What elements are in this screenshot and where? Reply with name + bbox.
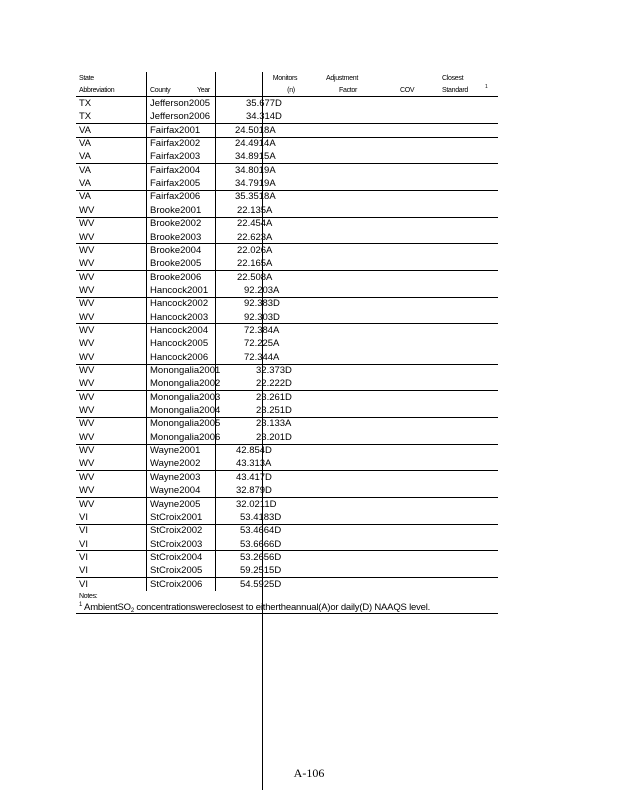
cell-state: WV (79, 298, 95, 310)
cell-county-name: Hancock (150, 311, 187, 323)
row-divider (76, 297, 498, 298)
cell-year: 2006 (179, 191, 201, 203)
cell-state: WV (79, 431, 95, 443)
cell-value: 32.879D (236, 485, 272, 497)
cell-value: 32.0211D (236, 498, 277, 510)
cell-year: 2005 (199, 418, 221, 430)
cell-year: 2006 (181, 578, 203, 590)
cell-year: 2001 (180, 204, 202, 216)
cell-value: 22.026A (237, 244, 273, 256)
table-row (0, 324, 618, 337)
cell-county-name: Monongalia (150, 378, 200, 390)
cell-county-name: Hancock (150, 324, 187, 336)
cell-year: 2006 (180, 271, 202, 283)
cell-value: 22.135A (237, 204, 273, 216)
header-adjustment: Adjustment Factor (326, 75, 359, 94)
cell-year: 2004 (199, 405, 221, 417)
header-cov: COV (400, 87, 415, 94)
cell-county-name: StCroix (150, 525, 182, 537)
cell-year: 2002 (180, 218, 202, 230)
header-county: County (150, 87, 171, 94)
cell-county (150, 271, 201, 284)
row-divider (76, 217, 498, 218)
table-row (0, 538, 618, 551)
cell-value: 23.133A (256, 418, 292, 430)
cell-county (150, 284, 208, 297)
cell-state: WV (79, 204, 95, 216)
cell-year: 2005 (186, 338, 209, 350)
cell-county-name: Brooke (150, 271, 181, 283)
cell-value: 59.2515D (240, 565, 282, 577)
cell-value: 53.4183D (240, 511, 282, 523)
footnote (79, 602, 430, 614)
cell-county (150, 311, 208, 324)
cell-county-name: Brooke (150, 204, 181, 216)
cell-value: 53.4664D (240, 525, 282, 537)
cell-county-name: Monongalia (150, 365, 200, 376)
cell-value: 23.251D (256, 405, 292, 417)
cell-state: WV (79, 405, 95, 417)
cell-county-name: StCroix (150, 538, 182, 550)
cell-state: VI (79, 538, 88, 550)
table-row (0, 578, 618, 591)
cell-county-name: Monongalia (150, 391, 200, 403)
table-row (0, 484, 618, 497)
cell-year: 2005 (179, 498, 201, 510)
cell-year: 2004 (179, 485, 201, 497)
row-divider (76, 444, 498, 445)
cell-state: VA (79, 191, 91, 203)
table-row (0, 391, 618, 404)
table-row (0, 564, 618, 577)
cell-county (150, 297, 208, 310)
cell-county-name: Brooke (150, 231, 181, 243)
cell-state: WV (79, 378, 95, 390)
cell-county (150, 471, 200, 484)
cell-county (150, 578, 202, 591)
cell-county (150, 417, 220, 430)
cell-county-name: StCroix (150, 511, 182, 523)
cell-year: 2005 (180, 258, 202, 270)
table-row (0, 177, 618, 190)
table-row (0, 97, 618, 110)
footnote-subscript: 2 (130, 608, 134, 614)
cell-state: WV (79, 485, 95, 497)
cell-value: 43.417D (236, 471, 272, 483)
table-row (0, 471, 618, 484)
cell-value: 22.623A (237, 231, 273, 243)
cell-county (150, 564, 202, 577)
cell-county (150, 404, 220, 417)
cell-state: WV (79, 365, 95, 376)
cell-county-name: Fairfax (150, 164, 180, 176)
row-divider (76, 524, 498, 525)
cell-county (150, 484, 200, 497)
row-divider (76, 163, 498, 164)
footnote-text-b: concentrationswereclosest to eithertheannual(A)or daily(D) NAAQS level. (133, 602, 431, 613)
cell-state: VA (79, 164, 91, 176)
cell-value: 35.3518A (235, 191, 276, 203)
cell-county (150, 110, 210, 123)
cell-county-name: StCroix (150, 551, 182, 563)
row-divider (76, 137, 498, 138)
cell-state: VI (79, 551, 88, 563)
row-divider (76, 323, 498, 324)
table-row (0, 150, 618, 163)
cell-year: 2003 (181, 538, 203, 550)
cell-state: WV (79, 418, 95, 430)
cell-value: 53.6666D (240, 538, 282, 550)
cell-year: 2002 (186, 298, 209, 310)
cell-year: 2004 (180, 244, 202, 256)
table-row (0, 457, 618, 470)
cell-state: WV (79, 218, 95, 230)
cell-county (150, 231, 201, 244)
table-row (0, 498, 618, 511)
cell-value: 24.4914A (235, 138, 276, 150)
cell-county-name: Brooke (150, 218, 181, 230)
cell-value: 34.314D (246, 111, 282, 123)
header-state: State Abbreviation (79, 75, 115, 94)
cell-year: 2005 (179, 178, 201, 190)
cell-year: 2006 (186, 351, 209, 363)
cell-county (150, 551, 202, 564)
cell-state: TX (79, 98, 92, 109)
row-divider (76, 577, 498, 578)
cell-value: 23.261D (256, 391, 292, 403)
cell-county (150, 538, 202, 551)
cell-county-name: Fairfax (150, 191, 180, 203)
cell-year: 2001 (186, 284, 209, 296)
cell-year: 2002 (179, 138, 201, 150)
cell-county-name: Monongalia (150, 405, 200, 417)
cell-county (150, 217, 201, 230)
cell-county (150, 124, 200, 137)
cell-county (150, 498, 200, 511)
table-row (0, 431, 618, 444)
cell-value: 22.165A (237, 258, 273, 270)
table-row (0, 124, 618, 137)
cell-county-name: Fairfax (150, 124, 180, 136)
cell-county-name: Fairfax (150, 178, 180, 190)
cell-county (150, 257, 201, 270)
cell-county (150, 164, 200, 177)
cell-year: 2005 (181, 565, 203, 577)
cell-year: 2003 (186, 311, 209, 323)
header-year: Year (197, 87, 210, 94)
cell-state: WV (79, 338, 95, 350)
cell-county (150, 337, 208, 350)
cell-county-name: Wayne (150, 471, 180, 483)
cell-state: VA (79, 138, 91, 150)
cell-state: VI (79, 578, 88, 590)
cell-county-name: Wayne (150, 498, 180, 510)
table-row (0, 364, 618, 377)
cell-value: 34.8915A (235, 151, 276, 163)
cell-value: 24.5018A (235, 124, 276, 136)
cell-county-name: Fairfax (150, 138, 180, 150)
cell-county-name: Brooke (150, 258, 181, 270)
cell-county (150, 150, 200, 163)
cell-county-name: Hancock (150, 284, 187, 296)
cell-year: 2003 (179, 151, 201, 163)
table-row (0, 271, 618, 284)
cell-value: 34.7919A (235, 178, 276, 190)
cell-county-name: StCroix (150, 578, 182, 590)
cell-value: 72.384A (244, 324, 280, 336)
cell-value: 43.313A (236, 458, 272, 470)
table-row (0, 337, 618, 350)
cell-value: 22.454A (237, 218, 273, 230)
cell-county-name: Wayne (150, 458, 180, 470)
table-row (0, 217, 618, 230)
cell-county-name: StCroix (150, 565, 182, 577)
cell-year: 2005 (188, 98, 211, 109)
table-row (0, 444, 618, 457)
cell-county (150, 97, 210, 110)
table-row (0, 190, 618, 203)
cell-state: VA (79, 124, 91, 136)
cell-state: TX (79, 111, 92, 123)
cell-year: 2003 (199, 391, 221, 403)
table-row (0, 377, 618, 390)
row-divider (76, 190, 498, 191)
table-row (0, 164, 618, 177)
cell-state: WV (79, 258, 95, 270)
cell-value: 23.201D (256, 431, 292, 443)
cell-value: 72.225A (244, 338, 280, 350)
row-divider (76, 470, 498, 471)
cell-county-name: Monongalia (150, 431, 200, 443)
cell-value: 35.677D (246, 98, 282, 109)
cell-county (150, 324, 208, 337)
cell-state: WV (79, 324, 95, 336)
cell-state: WV (79, 471, 95, 483)
table-row (0, 284, 618, 297)
cell-county (150, 351, 208, 364)
table-row (0, 137, 618, 150)
cell-year: 2002 (199, 378, 221, 390)
cell-state: WV (79, 445, 95, 457)
cell-year: 2004 (179, 164, 201, 176)
cell-county (150, 391, 220, 404)
cell-year: 2001 (179, 124, 201, 136)
table-row (0, 311, 618, 324)
cell-county (150, 444, 200, 457)
cell-state: VA (79, 178, 91, 190)
cell-state: WV (79, 458, 95, 470)
cell-year: 2002 (181, 525, 203, 537)
row-divider (76, 550, 498, 551)
cell-year: 2003 (179, 471, 201, 483)
cell-county-name: Brooke (150, 244, 181, 256)
table-row (0, 110, 618, 123)
cell-county-name: Wayne (150, 485, 180, 497)
table-row (0, 404, 618, 417)
cell-county-name: Monongalia (150, 418, 200, 430)
header-closest: Closest Standard (442, 75, 469, 94)
cell-state: VI (79, 525, 88, 537)
cell-year: 2004 (181, 551, 203, 563)
cell-county (150, 511, 202, 524)
table-row (0, 297, 618, 310)
notes-label: Notes: (79, 593, 98, 600)
table-row (0, 257, 618, 270)
cell-county-name: Hancock (150, 298, 187, 310)
cell-value: 92.303D (244, 311, 280, 323)
cell-county (150, 137, 200, 150)
cell-county (150, 377, 220, 390)
cell-county (150, 204, 201, 217)
cell-value: 34.8019A (235, 164, 276, 176)
cell-year: 2003 (180, 231, 202, 243)
cell-county (150, 177, 200, 190)
cell-value: 72.344A (244, 351, 280, 363)
table-row (0, 244, 618, 257)
row-divider (76, 123, 498, 124)
cell-year: 2001 (181, 511, 203, 523)
cell-county (150, 244, 201, 257)
table-row (0, 204, 618, 217)
cell-county-name: Hancock (150, 338, 187, 350)
cell-county-name: Jefferson (150, 98, 189, 109)
table-row (0, 551, 618, 564)
header-closest-footnote-mark: 1 (485, 84, 488, 90)
cell-value: 22.222D (256, 378, 292, 390)
cell-state: WV (79, 284, 95, 296)
cell-year: 2006 (199, 431, 221, 443)
cell-state: WV (79, 498, 95, 510)
cell-county (150, 364, 220, 377)
table-row (0, 351, 618, 364)
cell-county-name: Hancock (150, 351, 187, 363)
row-divider (76, 417, 498, 418)
cell-year: 2006 (188, 111, 211, 123)
cell-state: VI (79, 511, 88, 523)
cell-state: VI (79, 565, 88, 577)
cell-county (150, 524, 202, 537)
cell-county-name: Jefferson (150, 111, 189, 123)
footnote-mark: 1 (79, 602, 83, 608)
table-row (0, 417, 618, 430)
footnote-text-a: AmbientSO (82, 602, 131, 613)
row-divider (76, 270, 498, 271)
cell-county-name: Wayne (150, 445, 180, 457)
cell-value: 53.2656D (240, 551, 282, 563)
row-divider (76, 364, 498, 365)
cell-county (150, 190, 200, 203)
cell-state: WV (79, 311, 95, 323)
cell-value: 54.5925D (240, 578, 282, 590)
row-divider (76, 497, 498, 498)
page-number: A-106 (293, 766, 325, 780)
cell-year: 2002 (179, 458, 201, 470)
row-divider (76, 243, 498, 244)
row-divider (76, 390, 498, 391)
cell-county (150, 431, 220, 444)
cell-value: 92.383D (244, 298, 280, 310)
cell-year: 2001 (199, 365, 221, 376)
cell-county (150, 457, 200, 470)
table-row (0, 524, 618, 537)
header-monitors: Monitors (n) (272, 75, 298, 94)
table-row (0, 511, 618, 524)
cell-state: WV (79, 231, 95, 243)
cell-value: 42.854D (236, 445, 272, 457)
cell-county-name: Fairfax (150, 151, 180, 163)
cell-year: 2004 (186, 324, 209, 336)
cell-state: VA (79, 151, 91, 163)
cell-state: WV (79, 391, 95, 403)
cell-value: 32.373D (256, 365, 292, 376)
cell-value: 22.508A (237, 271, 273, 283)
cell-year: 2001 (179, 445, 201, 457)
cell-value: 92.203A (244, 284, 280, 296)
table-row (0, 231, 618, 244)
cell-state: WV (79, 351, 95, 363)
cell-state: WV (79, 244, 95, 256)
cell-state: WV (79, 271, 95, 283)
